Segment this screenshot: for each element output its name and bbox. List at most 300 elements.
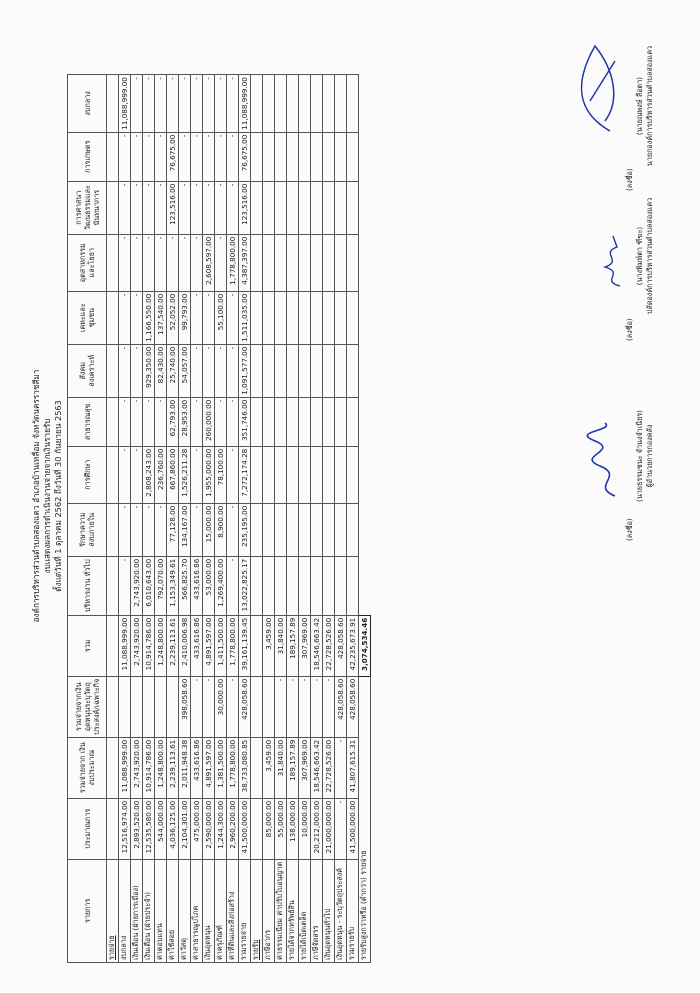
cell-value: 3,459.00 bbox=[263, 615, 275, 676]
empty-cell bbox=[335, 446, 347, 503]
cell-value: - bbox=[227, 397, 239, 446]
cell-value: - bbox=[143, 234, 155, 291]
cell-value: - bbox=[227, 676, 239, 737]
empty-cell bbox=[287, 234, 299, 291]
signature-title: ปลัดองค์การบริหารส่วนตำบลสองแคว bbox=[645, 197, 654, 315]
empty-cell bbox=[311, 397, 323, 446]
empty-cell bbox=[299, 503, 311, 556]
cell-value: 351,746.00 bbox=[239, 397, 251, 446]
cell-value: 1,269,400.00 bbox=[215, 556, 227, 615]
cell-value: - bbox=[227, 181, 239, 234]
cell-value: - bbox=[203, 676, 215, 737]
cell-value: 1,091,577.00 bbox=[239, 344, 251, 397]
cell-value: - bbox=[227, 556, 239, 615]
empty-cell bbox=[275, 181, 287, 234]
empty-cell bbox=[359, 75, 371, 133]
empty-cell bbox=[323, 291, 335, 344]
cell-value: - bbox=[191, 446, 203, 503]
empty-cell bbox=[311, 344, 323, 397]
income-total-row bbox=[347, 75, 359, 963]
table-row bbox=[143, 75, 155, 963]
table-row bbox=[287, 75, 299, 963]
empty-cell bbox=[263, 344, 275, 397]
surplus-value: 3,074,534.46 bbox=[359, 615, 371, 676]
signature-sign-label: (ลงชื่อ) bbox=[625, 318, 634, 341]
table-row bbox=[191, 75, 203, 963]
cell-value bbox=[167, 676, 179, 737]
cell-value: - bbox=[203, 344, 215, 397]
cell-value: 138,000.00 bbox=[287, 798, 299, 859]
cell-value: 11,088,999.00 bbox=[119, 75, 131, 133]
cell-value: - bbox=[131, 446, 143, 503]
table-row bbox=[155, 75, 167, 963]
empty-cell bbox=[107, 737, 119, 798]
cell-value: 2,960,200.00 bbox=[227, 798, 239, 859]
empty-cell bbox=[251, 181, 263, 234]
cell-value: 544,000.00 bbox=[155, 798, 167, 859]
cell-value: 566,825.70 bbox=[179, 556, 191, 615]
cell-value: 260,000.00 bbox=[203, 397, 215, 446]
cell-value: - bbox=[191, 291, 203, 344]
empty-cell bbox=[359, 234, 371, 291]
cell-value: 11,088,999.00 bbox=[119, 737, 131, 798]
row-label: ค่าตอบแทน bbox=[155, 859, 167, 962]
table-row bbox=[215, 75, 227, 963]
empty-cell bbox=[359, 556, 371, 615]
cell-value: 2,893,520.00 bbox=[131, 798, 143, 859]
empty-cell bbox=[275, 291, 287, 344]
empty-cell bbox=[359, 181, 371, 234]
empty-cell bbox=[263, 132, 275, 181]
cell-value: 428,058.60 bbox=[239, 676, 251, 737]
empty-cell bbox=[287, 446, 299, 503]
cell-value: - bbox=[215, 75, 227, 133]
cell-value: 39,161,139.45 bbox=[239, 615, 251, 676]
table-row bbox=[119, 75, 131, 963]
empty-cell bbox=[287, 132, 299, 181]
cell-value: 42,235,673.91 bbox=[347, 615, 359, 676]
cell-value: 82,430.00 bbox=[155, 344, 167, 397]
cell-value: - bbox=[155, 397, 167, 446]
column-header: รักษาความ สงบภายใน bbox=[68, 503, 107, 556]
empty-cell bbox=[263, 291, 275, 344]
empty-cell bbox=[359, 344, 371, 397]
cell-value: 1,955,000.00 bbox=[203, 446, 215, 503]
row-label: เงินอุดหนุน bbox=[203, 859, 215, 962]
cell-value: 12,535,580.00 bbox=[143, 798, 155, 859]
empty-cell bbox=[275, 75, 287, 133]
cell-value: - bbox=[191, 344, 203, 397]
table-row bbox=[335, 75, 347, 963]
cell-value: - bbox=[191, 234, 203, 291]
empty-cell bbox=[287, 556, 299, 615]
empty-cell bbox=[347, 291, 359, 344]
cell-value: 428,058.60 bbox=[335, 615, 347, 676]
cell-value: 20,212,000.00 bbox=[311, 798, 323, 859]
empty-cell bbox=[323, 75, 335, 133]
empty-cell bbox=[311, 132, 323, 181]
cell-value: - bbox=[131, 291, 143, 344]
row-label: ค่าใช้สอย bbox=[167, 859, 179, 962]
table-row bbox=[227, 75, 239, 963]
empty-cell bbox=[311, 556, 323, 615]
section-income bbox=[251, 75, 263, 963]
cell-value: - bbox=[227, 503, 239, 556]
empty-cell bbox=[347, 75, 359, 133]
cell-value: 55,100.00 bbox=[215, 291, 227, 344]
cell-value: 2,743,920.00 bbox=[131, 737, 143, 798]
cell-value: 62,793.00 bbox=[167, 397, 179, 446]
empty-cell bbox=[275, 397, 287, 446]
empty-cell bbox=[299, 291, 311, 344]
column-header: รายการ bbox=[68, 859, 107, 962]
row-label: เงินเดือน (ฝ่ายประจำ) bbox=[143, 859, 155, 962]
empty-cell bbox=[287, 291, 299, 344]
empty-cell bbox=[335, 181, 347, 234]
handwritten-signature-1 bbox=[585, 421, 630, 501]
empty-cell bbox=[347, 556, 359, 615]
row-label: ค่าครุภัณฑ์ bbox=[215, 859, 227, 962]
empty-cell bbox=[335, 75, 347, 133]
empty-cell bbox=[275, 132, 287, 181]
cell-value: 85,000.00 bbox=[263, 798, 275, 859]
cell-value: 76,675.00 bbox=[239, 132, 251, 181]
empty-cell bbox=[287, 181, 299, 234]
cell-value: 10,914,786.00 bbox=[143, 615, 155, 676]
cell-value: 76,675.00 bbox=[167, 132, 179, 181]
empty-cell bbox=[311, 234, 323, 291]
cell-value: 78,100.00 bbox=[215, 446, 227, 503]
empty-cell bbox=[347, 181, 359, 234]
row-label: รวมรายรับ bbox=[347, 859, 359, 962]
row-label: เงินอุดหนุนทั่วไป bbox=[323, 859, 335, 962]
cell-value: 428,058.60 bbox=[335, 676, 347, 737]
cell-value: 10,914,786.00 bbox=[143, 737, 155, 798]
cell-value bbox=[143, 676, 155, 737]
empty-cell bbox=[107, 615, 119, 676]
empty-cell bbox=[299, 446, 311, 503]
cell-value: 7,272,174.28 bbox=[239, 446, 251, 503]
cell-value bbox=[263, 676, 275, 737]
cell-value: 18,546,663.42 bbox=[311, 615, 323, 676]
empty-cell bbox=[335, 132, 347, 181]
cell-value: - bbox=[203, 132, 215, 181]
empty-cell bbox=[263, 503, 275, 556]
empty-cell bbox=[263, 75, 275, 133]
cell-value: - bbox=[311, 676, 323, 737]
empty-cell bbox=[251, 503, 263, 556]
cell-value: 77,128.00 bbox=[167, 503, 179, 556]
cell-value: - bbox=[119, 291, 131, 344]
cell-value: 55,000.00 bbox=[275, 798, 287, 859]
cell-value: 2,743,920.00 bbox=[131, 615, 143, 676]
empty-cell bbox=[323, 132, 335, 181]
table-row bbox=[131, 75, 143, 963]
cell-value: - bbox=[191, 397, 203, 446]
signature-name: (นางพิมพ์ตา ฑีฆะ) bbox=[635, 226, 644, 286]
signature-title: นายกองค์การบริหารส่วนตำบลสองแคว bbox=[645, 45, 654, 167]
cell-value: 22,728,526.00 bbox=[323, 615, 335, 676]
cell-value: - bbox=[119, 132, 131, 181]
cell-value: - bbox=[215, 181, 227, 234]
cell-value: 41,500,000.00 bbox=[239, 798, 251, 859]
cell-value: 21,000,000.00 bbox=[323, 798, 335, 859]
signature-name: (นายธรรมชนะ จำนงจำเนียร) bbox=[635, 410, 644, 502]
cell-value: 2,011,948.38 bbox=[179, 737, 191, 798]
cell-value: - bbox=[131, 75, 143, 133]
column-header: สาธารณสุข bbox=[68, 397, 107, 446]
cell-value: 667,860.00 bbox=[167, 446, 179, 503]
section-label: รายจ่าย bbox=[107, 859, 119, 962]
cell-value: - bbox=[119, 446, 131, 503]
table-row bbox=[263, 75, 275, 963]
empty-cell bbox=[263, 181, 275, 234]
row-label: รายได้จากทรัพย์สิน bbox=[287, 859, 299, 962]
empty-cell bbox=[299, 234, 311, 291]
empty-cell bbox=[299, 556, 311, 615]
cell-value: 52,052.00 bbox=[167, 291, 179, 344]
empty-cell bbox=[311, 181, 323, 234]
empty-cell bbox=[359, 397, 371, 446]
cell-value: 1,248,800.00 bbox=[155, 737, 167, 798]
empty-cell bbox=[359, 132, 371, 181]
table-row bbox=[323, 75, 335, 963]
cell-value: - bbox=[179, 234, 191, 291]
empty-cell bbox=[335, 397, 347, 446]
cell-value: - bbox=[119, 556, 131, 615]
empty-cell bbox=[287, 503, 299, 556]
empty-cell bbox=[287, 397, 299, 446]
signature-name: (นายณพงษ์ ลือตา) bbox=[635, 76, 644, 136]
empty-cell bbox=[107, 181, 119, 234]
empty-cell bbox=[347, 234, 359, 291]
surplus-label: รายรับสูงกว่าหรือ (ต่ำกว่า) รายจ่าย bbox=[359, 676, 371, 962]
cell-value: 4,891,597.00 bbox=[203, 615, 215, 676]
table-row bbox=[167, 75, 179, 963]
table-row bbox=[311, 75, 323, 963]
cell-value: - bbox=[215, 397, 227, 446]
cell-value: 1,244,300.00 bbox=[215, 798, 227, 859]
cell-value: - bbox=[215, 132, 227, 181]
cell-value: - bbox=[119, 397, 131, 446]
cell-value: - bbox=[203, 75, 215, 133]
empty-cell bbox=[275, 234, 287, 291]
cell-value: 433,616.86 bbox=[191, 615, 203, 676]
cell-value: 4,387,397.00 bbox=[239, 234, 251, 291]
empty-cell bbox=[335, 234, 347, 291]
row-label: ค่าวัสดุ bbox=[179, 859, 191, 962]
empty-cell bbox=[251, 75, 263, 133]
empty-cell bbox=[107, 397, 119, 446]
handwritten-signature-3 bbox=[570, 31, 630, 141]
empty-cell bbox=[251, 556, 263, 615]
empty-cell bbox=[107, 503, 119, 556]
empty-cell bbox=[275, 503, 287, 556]
empty-cell bbox=[347, 503, 359, 556]
cell-value: 53,000.00 bbox=[203, 556, 215, 615]
cell-value: 123,516.00 bbox=[167, 181, 179, 234]
header-line-1: องค์การบริหารส่วนตำบลสองแคว อำเภอบ้านเหลื่อม จังหวัดนครราชสีมา bbox=[31, 369, 41, 623]
row-label: เงินอุดหนุน - ระบุวัตถุประสงค์ bbox=[335, 859, 347, 962]
empty-cell bbox=[251, 397, 263, 446]
cell-value bbox=[131, 676, 143, 737]
cell-value: 398,058.60 bbox=[179, 676, 191, 737]
cell-value: - bbox=[119, 181, 131, 234]
cell-value: - bbox=[215, 234, 227, 291]
cell-value: - bbox=[227, 132, 239, 181]
empty-cell bbox=[323, 181, 335, 234]
cell-value: - bbox=[143, 75, 155, 133]
empty-cell bbox=[335, 503, 347, 556]
empty-cell bbox=[107, 556, 119, 615]
cell-value: - bbox=[179, 75, 191, 133]
cell-value: - bbox=[155, 503, 167, 556]
cell-value: - bbox=[143, 132, 155, 181]
empty-cell bbox=[263, 556, 275, 615]
cell-value: - bbox=[131, 397, 143, 446]
empty-cell bbox=[263, 397, 275, 446]
rotated-report bbox=[25, 21, 675, 971]
cell-value: 1,778,800.00 bbox=[227, 737, 239, 798]
cell-value: 99,793.00 bbox=[179, 291, 191, 344]
empty-cell bbox=[107, 132, 119, 181]
cell-value: 8,900.00 bbox=[215, 503, 227, 556]
cell-value: - bbox=[155, 234, 167, 291]
cell-value: 3,459.00 bbox=[263, 737, 275, 798]
empty-cell bbox=[311, 75, 323, 133]
empty-cell bbox=[251, 737, 263, 798]
cell-value: 1,166,550.00 bbox=[143, 291, 155, 344]
empty-cell bbox=[323, 446, 335, 503]
cell-value: 30,000.00 bbox=[215, 676, 227, 737]
cell-value: - bbox=[287, 676, 299, 737]
cell-value: - bbox=[191, 676, 203, 737]
cell-value: 1,153,349.61 bbox=[167, 556, 179, 615]
empty-cell bbox=[275, 556, 287, 615]
cell-value: 2,608,597.00 bbox=[203, 234, 215, 291]
cell-value: 236,760.00 bbox=[155, 446, 167, 503]
cell-value: - bbox=[191, 132, 203, 181]
cell-value: 2,590,000.00 bbox=[203, 798, 215, 859]
cell-value: 11,088,999.00 bbox=[239, 75, 251, 133]
cell-value: 2,743,920.00 bbox=[131, 556, 143, 615]
cell-value: - bbox=[179, 181, 191, 234]
expense-total-row bbox=[239, 75, 251, 963]
cell-value: - bbox=[143, 397, 155, 446]
handwritten-signature-2 bbox=[595, 231, 630, 291]
column-header: การศาสนา วัฒนธรรมและ นันทนาการ bbox=[68, 181, 107, 234]
cell-value: 11,088,999.00 bbox=[119, 615, 131, 676]
column-header: บริหารงาน ทั่วไป bbox=[68, 556, 107, 615]
cell-value: 475,000.00 bbox=[191, 798, 203, 859]
cell-value: - bbox=[119, 503, 131, 556]
empty-cell bbox=[347, 446, 359, 503]
cell-value: - bbox=[155, 75, 167, 133]
cell-value: 1,511,035.00 bbox=[239, 291, 251, 344]
cell-value: 433,616.86 bbox=[191, 737, 203, 798]
cell-value: 1,526,211.28 bbox=[179, 446, 191, 503]
empty-cell bbox=[251, 291, 263, 344]
table-row bbox=[275, 75, 287, 963]
empty-cell bbox=[275, 344, 287, 397]
cell-value: 189,157.89 bbox=[287, 615, 299, 676]
cell-value: - bbox=[227, 75, 239, 133]
cell-value: 307,969.00 bbox=[299, 737, 311, 798]
empty-cell bbox=[335, 291, 347, 344]
table-row bbox=[179, 75, 191, 963]
empty-cell bbox=[251, 234, 263, 291]
cell-value: - bbox=[191, 503, 203, 556]
row-label: ภาษีจัดสรร bbox=[311, 859, 323, 962]
empty-cell bbox=[323, 397, 335, 446]
cell-value: - bbox=[299, 676, 311, 737]
cell-value: - bbox=[155, 181, 167, 234]
empty-cell bbox=[311, 446, 323, 503]
empty-cell bbox=[359, 503, 371, 556]
cell-value: 307,969.00 bbox=[299, 615, 311, 676]
cell-value: - bbox=[131, 132, 143, 181]
column-header: รวมจ่ายจากเงิน อุดหนุนระบุวัตถุ ประสงค์/เฉพาะกิจ bbox=[68, 676, 107, 737]
empty-cell bbox=[263, 234, 275, 291]
empty-cell bbox=[335, 556, 347, 615]
cell-value: 2,239,113.61 bbox=[167, 737, 179, 798]
cell-value: 428,058.60 bbox=[347, 676, 359, 737]
header-line-2: งบแสดงผลการดำเนินงานจ่ายจากเงินรายรับ bbox=[42, 418, 52, 574]
cell-value: 28,953.00 bbox=[179, 397, 191, 446]
cell-value: 10,000.00 bbox=[299, 798, 311, 859]
empty-cell bbox=[251, 615, 263, 676]
cell-value: - bbox=[227, 344, 239, 397]
cell-value: - bbox=[167, 234, 179, 291]
cell-value: 137,540.00 bbox=[155, 291, 167, 344]
cell-value: - bbox=[215, 344, 227, 397]
cell-value: 25,740.00 bbox=[167, 344, 179, 397]
row-label: รวมรายจ่าย bbox=[239, 859, 251, 962]
empty-cell bbox=[107, 446, 119, 503]
cell-value: - bbox=[119, 234, 131, 291]
cell-value: - bbox=[119, 344, 131, 397]
column-header: รวมจ่ายจาก เงินงบประมาณ bbox=[68, 737, 107, 798]
cell-value: - bbox=[131, 344, 143, 397]
empty-cell bbox=[251, 344, 263, 397]
cell-value: 2,239,113.61 bbox=[167, 615, 179, 676]
column-header: สังคม สงเคราะห์ bbox=[68, 344, 107, 397]
cell-value: 54,057.00 bbox=[179, 344, 191, 397]
cell-value: - bbox=[131, 181, 143, 234]
row-label: เงินเดือน (ฝ่ายการเมือง) bbox=[131, 859, 143, 962]
empty-cell bbox=[359, 291, 371, 344]
section-label: รายรับ bbox=[251, 859, 263, 962]
cell-value: 235,195.00 bbox=[239, 503, 251, 556]
cell-value: 6,010,643.00 bbox=[143, 556, 155, 615]
table-body bbox=[107, 75, 371, 963]
cell-value: 2,410,006.98 bbox=[179, 615, 191, 676]
empty-cell bbox=[275, 446, 287, 503]
empty-cell bbox=[107, 291, 119, 344]
empty-cell bbox=[287, 75, 299, 133]
empty-cell bbox=[299, 75, 311, 133]
cell-value: 4,036,125.00 bbox=[167, 798, 179, 859]
cell-value: 1,411,500.00 bbox=[215, 615, 227, 676]
cell-value: - bbox=[275, 676, 287, 737]
empty-cell bbox=[299, 181, 311, 234]
column-header: เคหะและ ชุมชน bbox=[68, 291, 107, 344]
surplus-row bbox=[359, 75, 371, 963]
empty-cell bbox=[251, 132, 263, 181]
table-header-row bbox=[68, 75, 107, 963]
empty-cell bbox=[347, 132, 359, 181]
column-header: งบกลาง bbox=[68, 75, 107, 133]
